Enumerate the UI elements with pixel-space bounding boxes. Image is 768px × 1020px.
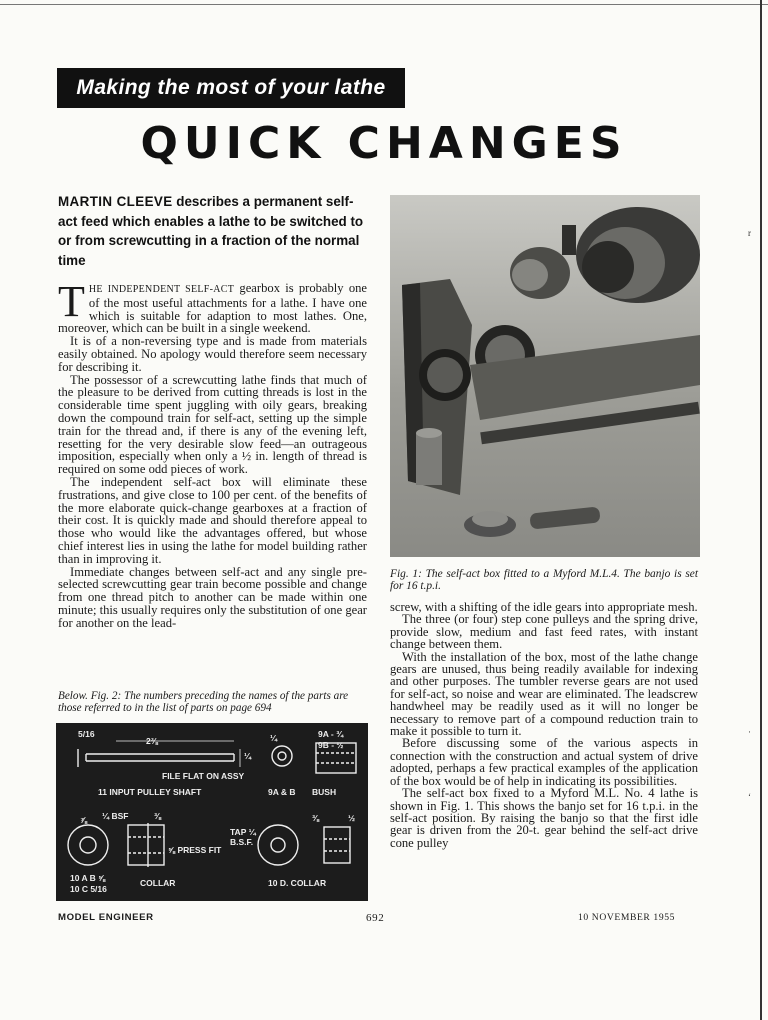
note-label: FILE FLAT ON ASSY bbox=[162, 771, 245, 781]
lead-smallcaps: HE INDEPENDENT SELF-ACT bbox=[88, 284, 235, 295]
author-name: MARTIN CLEEVE bbox=[58, 194, 173, 209]
dim-label: 9A - ¾ bbox=[318, 729, 344, 739]
page-number: 692 bbox=[366, 912, 385, 924]
paragraph bbox=[58, 277, 367, 336]
dim-label: ⅞ bbox=[80, 815, 88, 825]
dim-label: 5/16 bbox=[78, 729, 95, 739]
left-column bbox=[58, 277, 367, 630]
dim-label: 2⅜ bbox=[146, 736, 158, 746]
drop-cap: T bbox=[58, 277, 85, 326]
standfirst-text: describes a permanent self-act feed which enables a lathe to be switched to or from screwcutting in a fraction of the normal time bbox=[58, 194, 364, 268]
fig1-caption: Fig. 1: The self-act box fitted to a Myford M.L.4. The banjo is set for 16 t.p.i. bbox=[390, 568, 698, 593]
part-label: 10 D. COLLAR bbox=[268, 878, 327, 888]
dim-label: ⅜ bbox=[154, 811, 162, 821]
paragraph: With the installation of the box, most of the lathe change gears are unused, thus being readily available for indexing and other purposes. The tumbler reverse gears are not used for self-act, so noise and wear are eliminated. The leadscrew handwheel may be readily used as it will no longer be necessary to remove part of a compound reduction train to make it possible to turn it. bbox=[390, 649, 698, 739]
footer-date: 10 NOVEMBER 1955 bbox=[578, 912, 676, 923]
part-label: BUSH bbox=[312, 787, 337, 797]
dim-label: ⅜ bbox=[312, 813, 320, 823]
note-label: ⅝ PRESS FIT bbox=[168, 845, 222, 855]
series-banner: Making the most of your lathe bbox=[57, 68, 405, 108]
lathe-photo-illustration bbox=[390, 195, 700, 557]
fig2-caption: Below. Fig. 2: The numbers preceding the names of the parts are those referred to in the list of parts on page 694 bbox=[58, 690, 349, 714]
paragraph: The independent self-act box will eliminate these frustrations, and give close to 100 per cent. of the benefits of the more elaborate quick-change gearboxes at a fraction of their cost. It is quickly made and should therefore appeal to those who would like the advantages offered, but whose chief interest lies in using the lathe for model building rather than in improving it. bbox=[58, 474, 367, 566]
footer-magazine: MODEL ENGINEER bbox=[58, 912, 154, 923]
margin-mark: ʻ bbox=[748, 792, 751, 802]
paragraph: The three (or four) step cone pulleys and the spring drive, provide slow, medium and fast feed rates, with instant change between them. bbox=[390, 612, 698, 652]
dim-label: ¼ bbox=[270, 733, 278, 743]
part-label: COLLAR bbox=[140, 878, 176, 888]
dim-label: ½ bbox=[348, 813, 356, 823]
paragraph-text: gearbox is probably one of the most useful attachments for a lathe. I have one which is suitable for adaption to most lathes. One, moreover, which can be built in a single weekend. bbox=[58, 281, 367, 336]
fig1-photo bbox=[390, 195, 700, 557]
part-label: 10 C 5/16 bbox=[70, 884, 107, 894]
margin-mark: r bbox=[748, 228, 751, 238]
paragraph: The self-act box fixed to a Myford M.L. No. 4 lathe is shown in Fig. 1. This shows the banjo set for 16 t.p.i. in the self-act position. By raising the banjo so that the first idle gear is driven from the 20-t. gear behind the self-act drive cone pulley bbox=[390, 786, 698, 850]
paragraph: The possessor of a screwcutting lathe finds that much of the pleasure to be derived from cutting threads is lost in the considerable time spent juggling with oily gears, breaking down the compound train for self-act, setting up the simple train for the thread and, if there is any of the evening left, resetting for the very desirable slow feed—an outrageous imposition, especially when only a ½ in. length of thread is required on some odd pieces of work. bbox=[58, 372, 367, 477]
paragraph: Before discussing some of the various aspects in connection with the construction and actual system of drive adopted, perhaps a few practical examples of the application of the box would be of help in indicating its possibilities. bbox=[390, 736, 698, 788]
paragraph: It is of a non-reversing type and is made from materials easily obtained. No apology would therefore seem necessary for describing it. bbox=[58, 334, 367, 374]
right-column bbox=[390, 601, 698, 849]
margin-mark: · bbox=[748, 727, 751, 737]
fig2-drawing bbox=[56, 723, 368, 901]
part-label: 9A & B bbox=[268, 787, 296, 797]
dim-label: 9B - ½ bbox=[318, 740, 344, 750]
dim-label: ¼ BSF bbox=[102, 811, 129, 821]
standfirst bbox=[58, 192, 370, 270]
part-label: 10 A B ⅝ bbox=[70, 873, 106, 883]
note-label: TAP ¼ B.S.F. bbox=[230, 827, 256, 847]
paragraph: screw, with a shifting of the idle gears into appropriate mesh. bbox=[390, 600, 698, 614]
page-top-edge bbox=[0, 0, 768, 5]
paragraph: Immediate changes between self-act and any single pre-selected screwcutting gear train become possible and change from one thread pitch to another can be made within one minute; this usually requires only the substitution of one gear for another on the lead- bbox=[58, 564, 367, 630]
dim-label: ¼ bbox=[244, 751, 252, 761]
part-label: 11 INPUT PULLEY SHAFT bbox=[98, 787, 202, 797]
article-title: QUICK CHANGES bbox=[140, 118, 628, 169]
